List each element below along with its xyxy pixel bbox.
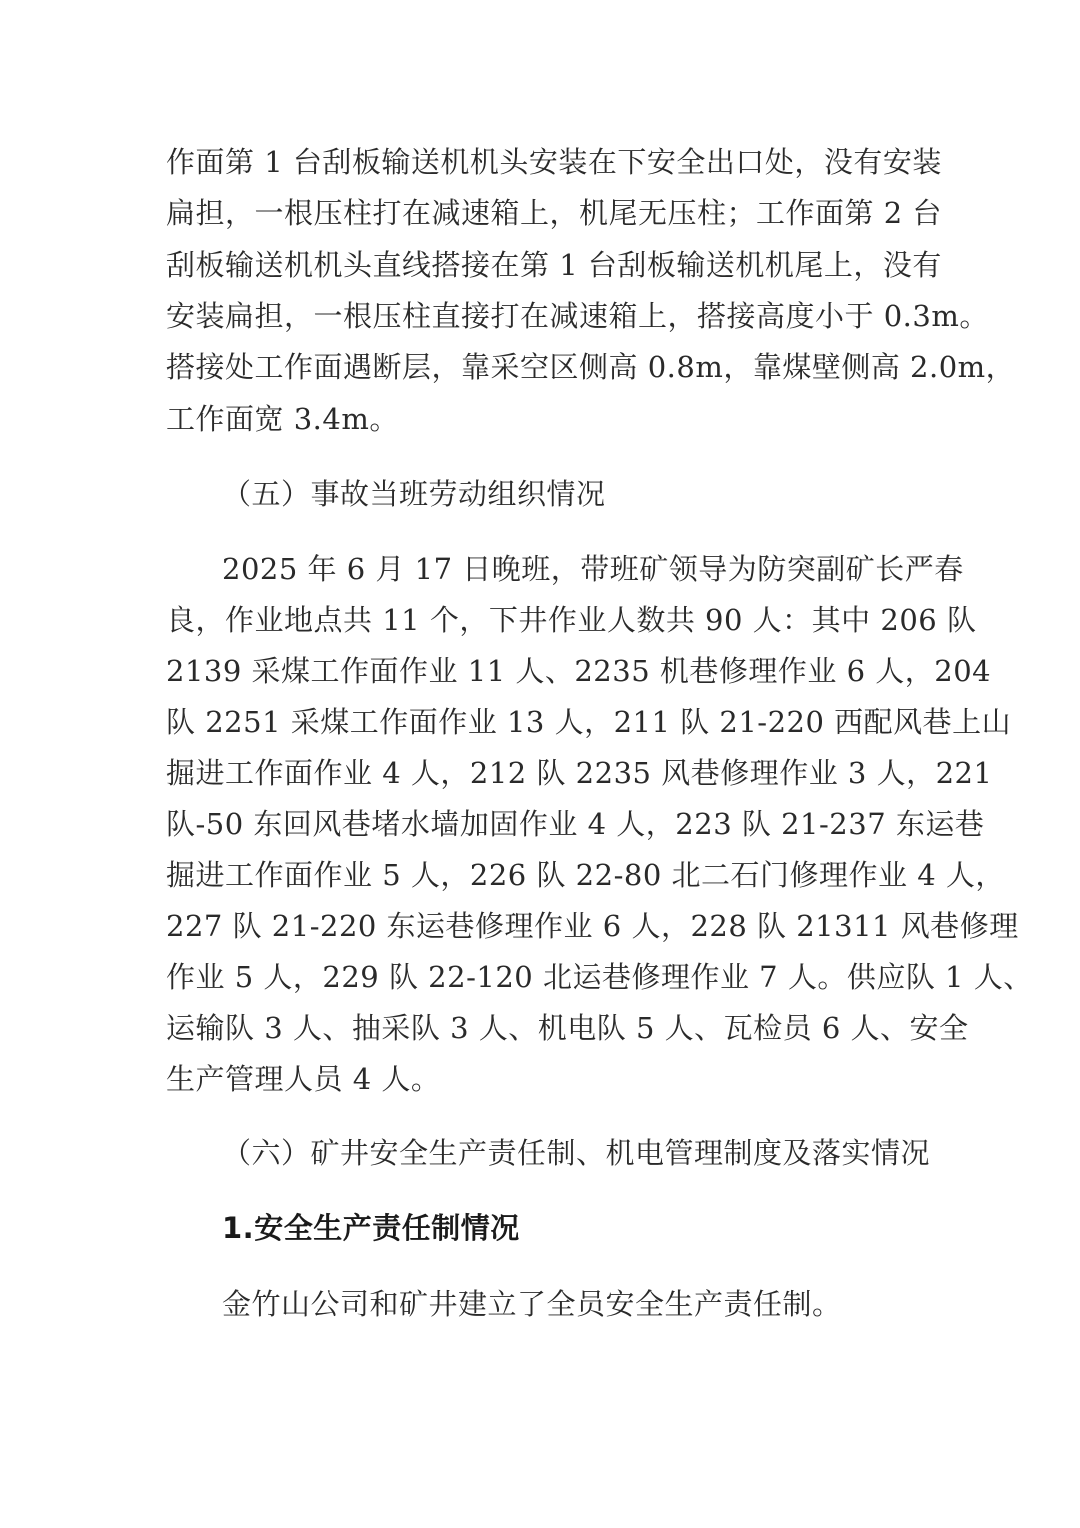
- paragraph-2-line-7: 掘进工作面作业 5 人，226 队 22-80 北二石门修理作业 4 人，: [166, 858, 1005, 892]
- paragraph-2-line-5: 掘进工作面作业 4 人，212 队 2235 风巷修理作业 3 人，221: [166, 756, 993, 790]
- paragraph-2-line-2: 良，作业地点共 11 个，下井作业人数共 90 人：其中 206 队: [166, 603, 977, 637]
- paragraph-1-line-2: 扁担，一根压柱打在减速箱上，机尾无压柱；工作面第 2 台: [166, 196, 942, 230]
- paragraph-1-line-5: 搭接处工作面遇断层，靠采空区侧高 0.8m，靠煤壁侧高 2.0m，: [166, 350, 1016, 384]
- section-heading-6: （六）矿井安全生产责任制、机电管理制度及落实情况: [222, 1136, 931, 1170]
- section-heading-5: （五）事故当班劳动组织情况: [222, 477, 606, 511]
- paragraph-1-line-3: 刮板输送机机头直线搭接在第 1 台刮板输送机机尾上，没有: [166, 248, 942, 282]
- paragraph-2-line-8: 227 队 21-220 东运巷修理作业 6 人，228 队 21311 风巷修理: [166, 909, 1019, 943]
- paragraph-1-line-6: 工作面宽 3.4m。: [166, 402, 399, 436]
- paragraph-1-line-1: 作面第 1 台刮板输送机机头安装在下安全出口处，没有安装: [166, 145, 942, 179]
- paragraph-2-line-10: 运输队 3 人、抽采队 3 人、机电队 5 人、瓦检员 6 人、安全: [166, 1011, 969, 1045]
- paragraph-2-line-3: 2139 采煤工作面作业 11 人、2235 机巷修理作业 6 人，204: [166, 654, 992, 688]
- paragraph-2-line-4: 队 2251 采煤工作面作业 13 人，211 队 21-220 西配风巷上山: [166, 705, 1012, 739]
- paragraph-2-line-9: 作业 5 人，229 队 22-120 北运巷修理作业 7 人。供应队 1 人、: [166, 960, 1033, 994]
- paragraph-2-line-6: 队-50 东回风巷堵水墙加固作业 4 人，223 队 21-237 东运巷: [166, 807, 985, 841]
- subsection-heading-1: 1.安全生产责任制情况: [222, 1211, 520, 1245]
- paragraph-2-line-1: 2025 年 6 月 17 日晚班，带班矿领导为防突副矿长严春: [222, 552, 964, 586]
- paragraph-2-line-11: 生产管理人员 4 人。: [166, 1062, 441, 1096]
- paragraph-1-line-4: 安装扁担，一根压柱直接打在减速箱上，搭接高度小于 0.3m。: [166, 299, 989, 333]
- paragraph-3: 金竹山公司和矿井建立了全员安全生产责任制。: [222, 1287, 842, 1321]
